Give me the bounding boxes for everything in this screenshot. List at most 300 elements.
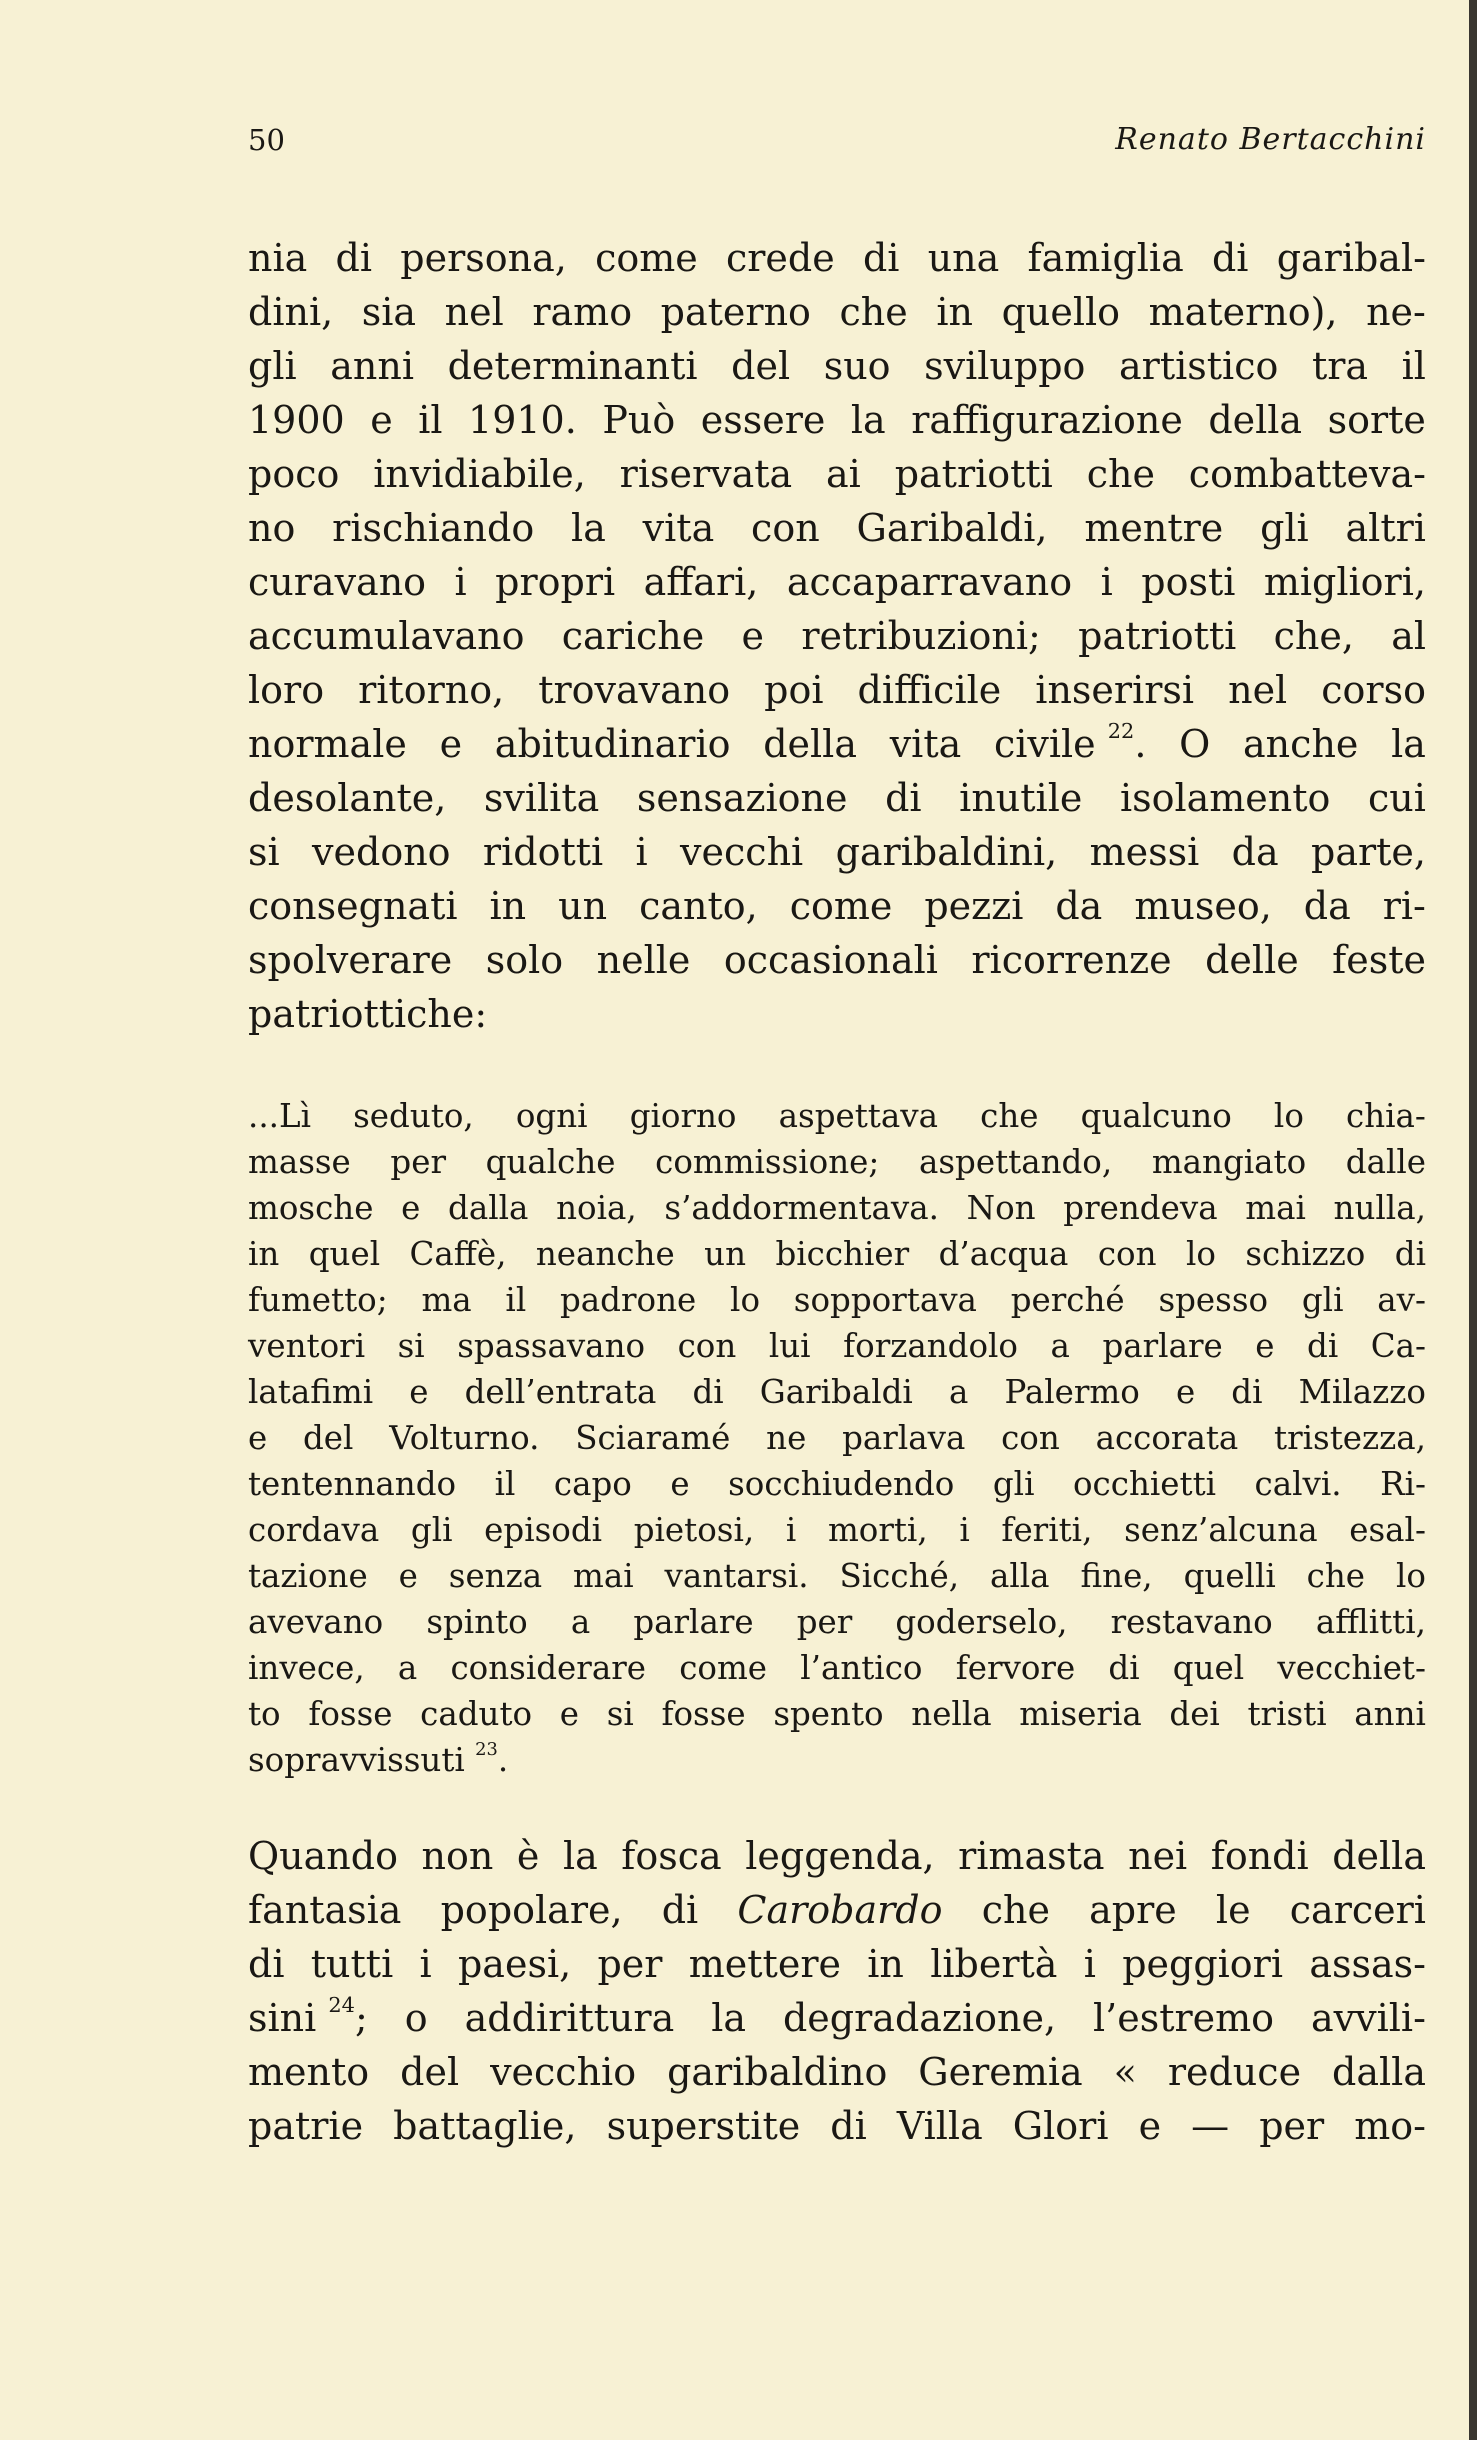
word: Sciaramé xyxy=(575,1419,731,1457)
word: occhietti xyxy=(1072,1465,1217,1503)
text-line xyxy=(248,286,1426,338)
word: sensazione xyxy=(636,776,848,820)
word: vedono xyxy=(312,830,451,874)
word: mo- xyxy=(1354,2104,1426,2148)
word: nella xyxy=(911,1695,992,1733)
word: la xyxy=(571,506,606,550)
word: ricorrenze xyxy=(971,938,1172,982)
word: e xyxy=(1255,1327,1275,1365)
word: i xyxy=(785,1511,797,1549)
word: suo xyxy=(823,344,891,388)
footnote-ref-22: 22 xyxy=(1107,719,1135,744)
text-line xyxy=(248,718,1426,770)
word: lui xyxy=(768,1327,811,1365)
word: vantarsi. xyxy=(664,1557,809,1595)
word: miseria xyxy=(1019,1695,1142,1733)
word: parlava xyxy=(842,1419,966,1457)
word: la xyxy=(711,1996,747,2040)
word: tutti xyxy=(310,1942,394,1986)
text-line xyxy=(248,340,1426,392)
word: — xyxy=(1191,2104,1230,2148)
word: e xyxy=(439,722,463,766)
word: che xyxy=(1086,452,1155,496)
word: masse xyxy=(248,1143,351,1181)
word: garibaldino xyxy=(667,2050,888,2094)
word: accaparravano xyxy=(786,560,1073,604)
word: occasionali xyxy=(723,938,938,982)
text-line xyxy=(248,232,1426,284)
word: giorno xyxy=(629,1097,737,1135)
quote-line xyxy=(248,1324,1426,1368)
word: vecchiet- xyxy=(1277,1649,1426,1687)
word: dalle xyxy=(1345,1143,1426,1181)
word: ogni xyxy=(515,1097,588,1135)
word: a xyxy=(1050,1327,1070,1365)
text-line xyxy=(248,880,1426,932)
word: patriotti xyxy=(894,452,1053,496)
word: Quando xyxy=(248,1834,398,1878)
word: lo xyxy=(1395,1557,1426,1595)
word: in xyxy=(936,290,973,334)
word: delle xyxy=(1205,938,1299,982)
word: paesi, xyxy=(457,1942,572,1986)
quote-line xyxy=(248,1508,1426,1552)
word: caduto xyxy=(420,1695,533,1733)
word: leggenda, xyxy=(745,1834,935,1878)
word: vecchio xyxy=(490,2050,637,2094)
word: gli xyxy=(992,1465,1035,1503)
word: garibal- xyxy=(1276,236,1426,280)
word: mai xyxy=(573,1557,634,1595)
word: un xyxy=(558,884,608,928)
word: che xyxy=(839,290,908,334)
word: quello xyxy=(1001,290,1121,334)
text-line xyxy=(248,1992,1426,2044)
word: in xyxy=(867,1942,904,1986)
word: Milazzo xyxy=(1298,1373,1426,1411)
word: morti, xyxy=(827,1511,928,1549)
word: del xyxy=(731,344,791,388)
word: addirittura xyxy=(464,1996,675,2040)
word: alla xyxy=(990,1557,1050,1595)
word: libertà xyxy=(930,1942,1058,1986)
word: mettere xyxy=(688,1942,841,1986)
word: desolante, xyxy=(248,776,447,820)
word: e xyxy=(370,398,393,442)
word: gli xyxy=(410,1511,453,1549)
word: ri- xyxy=(1382,884,1426,928)
word: noia, xyxy=(556,1189,637,1227)
word: paterno xyxy=(660,290,811,334)
word: si xyxy=(606,1695,634,1733)
word: essere xyxy=(700,398,826,442)
word: gli xyxy=(248,344,297,388)
word: tentennando xyxy=(248,1465,457,1503)
word: ridotti xyxy=(482,830,604,874)
word: da xyxy=(1231,830,1279,874)
word: accumulavano xyxy=(248,614,525,658)
word: consegnati xyxy=(248,884,458,928)
footnote-ref-23: 23 xyxy=(475,1738,498,1760)
word: tristi xyxy=(1247,1695,1327,1733)
italic-name: Carobardo xyxy=(737,1888,943,1932)
word: restavano xyxy=(1110,1603,1273,1641)
word: superstite xyxy=(606,2104,801,2148)
word: di xyxy=(1394,1235,1426,1273)
word: parlare xyxy=(1102,1327,1223,1365)
word: battaglie, xyxy=(393,2104,577,2148)
word: di xyxy=(1307,1327,1339,1365)
word: di xyxy=(661,1888,699,1932)
word: fervore xyxy=(955,1649,1076,1687)
word: vita xyxy=(642,506,715,550)
word: invidiabile, xyxy=(373,452,586,496)
word: e xyxy=(670,1465,690,1503)
word: di xyxy=(1231,1373,1263,1411)
word: che xyxy=(980,1097,1039,1135)
word: affari, xyxy=(643,560,759,604)
word: trovavano xyxy=(538,668,731,712)
word: Può xyxy=(602,398,676,442)
word: ventori xyxy=(248,1327,366,1365)
word: i xyxy=(1083,1942,1096,1986)
text-line xyxy=(248,556,1426,608)
word: artistico xyxy=(1119,344,1279,388)
word: il xyxy=(494,1465,516,1503)
word: i xyxy=(1100,560,1113,604)
word: per xyxy=(1259,2104,1325,2148)
text-line xyxy=(248,1884,1426,1936)
word: con xyxy=(751,506,820,550)
page-header xyxy=(248,120,1426,160)
word: Volturno. xyxy=(389,1419,540,1457)
word: si xyxy=(248,830,280,874)
word: quel xyxy=(1172,1649,1245,1687)
word: e xyxy=(398,1557,418,1595)
word: poco xyxy=(248,452,340,496)
word: padrone xyxy=(560,1281,697,1319)
word: fumetto; xyxy=(248,1281,388,1319)
word: quel xyxy=(308,1235,381,1273)
word: neanche xyxy=(535,1235,675,1273)
text-line xyxy=(248,2100,1426,2152)
quote-line xyxy=(248,1462,1426,1506)
word: fantasia xyxy=(248,1888,402,1932)
word: famiglia xyxy=(1027,236,1184,280)
text-line xyxy=(248,610,1426,662)
word: e xyxy=(1175,1373,1196,1411)
word: mangiato xyxy=(1151,1143,1307,1181)
word: di xyxy=(830,2104,867,2148)
word: patrie xyxy=(248,2104,364,2148)
word: dalla xyxy=(1332,2050,1426,2094)
word: assas- xyxy=(1309,1942,1426,1986)
word: ...Lì xyxy=(248,1097,311,1135)
text-line xyxy=(248,502,1426,554)
word: di xyxy=(248,1942,285,1986)
word: sini $^{24}$; xyxy=(248,1993,368,2040)
word: e xyxy=(401,1189,421,1227)
word: seduto, xyxy=(353,1097,474,1135)
word: poi xyxy=(764,668,824,712)
word: Sicché, xyxy=(839,1557,960,1595)
word: ritorno, xyxy=(358,668,505,712)
word: Non xyxy=(966,1189,1036,1227)
quote-line xyxy=(248,1646,1426,1690)
word: i xyxy=(959,1511,970,1549)
word: un xyxy=(704,1235,747,1273)
word: Palermo xyxy=(1004,1373,1140,1411)
word: gli xyxy=(1301,1281,1344,1319)
word: dei xyxy=(1169,1695,1220,1733)
word: al xyxy=(1391,614,1426,658)
word: in xyxy=(248,1235,280,1273)
word: la xyxy=(1391,722,1426,766)
word: le xyxy=(1215,1888,1251,1932)
word: latafimi xyxy=(248,1373,374,1411)
word: per xyxy=(390,1143,446,1181)
word: della xyxy=(1208,398,1303,442)
word: abitudinario xyxy=(494,722,731,766)
word: spesso xyxy=(1158,1281,1269,1319)
word: lo xyxy=(1273,1097,1304,1135)
word: e xyxy=(409,1373,429,1411)
word: patriotti xyxy=(1078,614,1237,658)
word: propri xyxy=(495,560,616,604)
word: posti xyxy=(1141,560,1236,604)
word: vita xyxy=(889,722,962,766)
word: accorata xyxy=(1095,1419,1239,1457)
word: museo, xyxy=(1134,884,1272,928)
quote-line xyxy=(248,1600,1426,1644)
word: parlare xyxy=(633,1603,754,1641)
word: anni xyxy=(1354,1695,1426,1733)
quote-line xyxy=(248,1140,1426,1184)
word: capo xyxy=(553,1465,632,1503)
word: da xyxy=(1303,884,1351,928)
word: del xyxy=(400,2050,460,2094)
word: spinto xyxy=(426,1603,528,1641)
word: e xyxy=(741,614,765,658)
word: gli xyxy=(1260,506,1309,550)
footnote-ref-24: 24 xyxy=(328,1993,355,2018)
word: considerare xyxy=(450,1649,646,1687)
word: che xyxy=(981,1888,1050,1932)
word: la xyxy=(562,1834,598,1878)
word: svilita xyxy=(483,776,600,820)
word: s’addormentava. xyxy=(664,1189,939,1227)
word: e xyxy=(559,1695,580,1733)
word: come xyxy=(679,1649,768,1687)
text-line xyxy=(248,394,1426,446)
word: forzandolo xyxy=(843,1327,1018,1365)
quote-line xyxy=(248,1094,1426,1138)
word: avevano xyxy=(248,1603,384,1641)
word: cordava xyxy=(248,1511,380,1549)
word: ramo xyxy=(532,290,633,334)
word: 1910. xyxy=(468,398,577,442)
word: di xyxy=(1211,236,1249,280)
word: come xyxy=(789,884,893,928)
word: parte, xyxy=(1311,830,1426,874)
word: socchiudendo xyxy=(728,1465,955,1503)
word: chia- xyxy=(1346,1097,1426,1135)
page-edge xyxy=(1469,0,1477,2440)
word: esal- xyxy=(1349,1511,1426,1549)
word: Caffè, xyxy=(409,1235,507,1273)
word: Ca- xyxy=(1370,1327,1426,1365)
word: non xyxy=(421,1834,494,1878)
word: spento xyxy=(773,1695,884,1733)
word: lo xyxy=(730,1281,761,1319)
word: con xyxy=(1097,1235,1157,1273)
word: dell’entrata xyxy=(464,1373,657,1411)
text-line xyxy=(248,664,1426,716)
word: i xyxy=(454,560,467,604)
word: degradazione, xyxy=(782,1996,1057,2040)
word: di xyxy=(692,1373,724,1411)
word: mosche xyxy=(248,1189,374,1227)
quote-line xyxy=(248,1278,1426,1322)
quote-line xyxy=(248,1738,1426,1782)
word: carceri xyxy=(1289,1888,1426,1932)
text-line xyxy=(248,988,1426,1040)
word: fine, xyxy=(1080,1557,1153,1595)
word: si xyxy=(397,1327,425,1365)
word: nei xyxy=(1128,1834,1188,1878)
word: feste xyxy=(1332,938,1426,982)
word: della xyxy=(763,722,857,766)
word: garibaldini, xyxy=(835,830,1058,874)
word: dini, xyxy=(248,290,334,334)
word: il xyxy=(1401,344,1426,388)
word: con xyxy=(677,1327,737,1365)
word: determinanti xyxy=(447,344,698,388)
word: l’antico xyxy=(800,1649,923,1687)
word: 1900 xyxy=(248,398,345,442)
word: Garibaldi, xyxy=(856,506,1048,550)
word: feriti, xyxy=(1001,1511,1093,1549)
word: difficile xyxy=(857,668,1002,712)
quote-line xyxy=(248,1554,1426,1598)
word: materno), xyxy=(1148,290,1338,334)
text-line xyxy=(248,1938,1426,1990)
word: una xyxy=(927,236,1000,280)
text-line xyxy=(248,1830,1426,1882)
word: di xyxy=(1108,1649,1140,1687)
word: mentre xyxy=(1084,506,1224,550)
word: e xyxy=(1138,2104,1162,2148)
word: bicchier xyxy=(775,1235,910,1273)
word: prendeva xyxy=(1063,1189,1218,1227)
word: è xyxy=(516,1834,540,1878)
word: spassavano xyxy=(457,1327,646,1365)
word: retribuzioni; xyxy=(801,614,1041,658)
word: a xyxy=(570,1603,591,1641)
word: tristezza, xyxy=(1274,1419,1426,1457)
word: rimasta xyxy=(958,1834,1105,1878)
word: d’acqua xyxy=(938,1235,1069,1273)
word: per xyxy=(796,1603,853,1641)
word: popolare, xyxy=(440,1888,623,1932)
word: ai xyxy=(826,452,861,496)
word: loro xyxy=(248,668,325,712)
word: afflitti, xyxy=(1315,1603,1426,1641)
word: migliori, xyxy=(1263,560,1426,604)
word: sopravvissuti $^{23}$. xyxy=(248,1738,509,1779)
word: tazione xyxy=(248,1557,368,1595)
word: anche xyxy=(1243,722,1359,766)
running-head: Renato Bertacchini xyxy=(1115,122,1426,157)
word: che xyxy=(1306,1557,1366,1595)
word: di xyxy=(335,236,373,280)
word: O xyxy=(1179,722,1211,766)
word: tra xyxy=(1311,344,1369,388)
word: senz’alcuna xyxy=(1124,1511,1318,1549)
word: inutile xyxy=(959,776,1083,820)
word: fosse xyxy=(308,1695,393,1733)
quote-line xyxy=(248,1186,1426,1230)
word: pietosi, xyxy=(633,1511,755,1549)
word: con xyxy=(1001,1419,1060,1457)
word: inserirsi xyxy=(1035,668,1195,712)
quote-line xyxy=(248,1692,1426,1736)
word: Ri- xyxy=(1380,1465,1426,1503)
word: av- xyxy=(1377,1281,1426,1319)
word: to xyxy=(248,1695,281,1733)
word: sviluppo xyxy=(924,344,1086,388)
word: ne xyxy=(766,1419,807,1457)
page-number: 50 xyxy=(248,123,285,157)
word: aspettando, xyxy=(918,1143,1113,1181)
word: commissione; xyxy=(655,1143,880,1181)
word: e xyxy=(248,1419,268,1457)
word: vecchi xyxy=(680,830,804,874)
word: sorte xyxy=(1327,398,1426,442)
word: il xyxy=(505,1281,527,1319)
word: della xyxy=(1332,1834,1426,1878)
word: civile $^{22}$. xyxy=(993,719,1147,766)
word: messi xyxy=(1089,830,1200,874)
word: riservata xyxy=(619,452,793,496)
word: come xyxy=(595,236,698,280)
quote-line xyxy=(248,1416,1426,1460)
word: i xyxy=(635,830,648,874)
word: ma xyxy=(421,1281,472,1319)
word: pezzi xyxy=(924,884,1024,928)
word: combatteva- xyxy=(1188,452,1426,496)
word: goderselo, xyxy=(895,1603,1068,1641)
word: a xyxy=(948,1373,969,1411)
word: fosse xyxy=(661,1695,746,1733)
word: fosca xyxy=(621,1834,722,1878)
word: aspettava xyxy=(778,1097,938,1135)
word: nulla, xyxy=(1333,1189,1426,1227)
word: apre xyxy=(1089,1888,1177,1932)
word: per xyxy=(597,1942,663,1986)
word: peggiori xyxy=(1122,1942,1284,1986)
text-line xyxy=(248,826,1426,878)
word: di xyxy=(862,236,900,280)
word: cariche xyxy=(561,614,705,658)
word: raffigurazione xyxy=(911,398,1183,442)
word: nelle xyxy=(596,938,691,982)
word: mai xyxy=(1245,1189,1306,1227)
word: spolverare xyxy=(248,938,453,982)
word: il xyxy=(418,398,443,442)
word: no xyxy=(248,506,296,550)
word: anni xyxy=(330,344,414,388)
